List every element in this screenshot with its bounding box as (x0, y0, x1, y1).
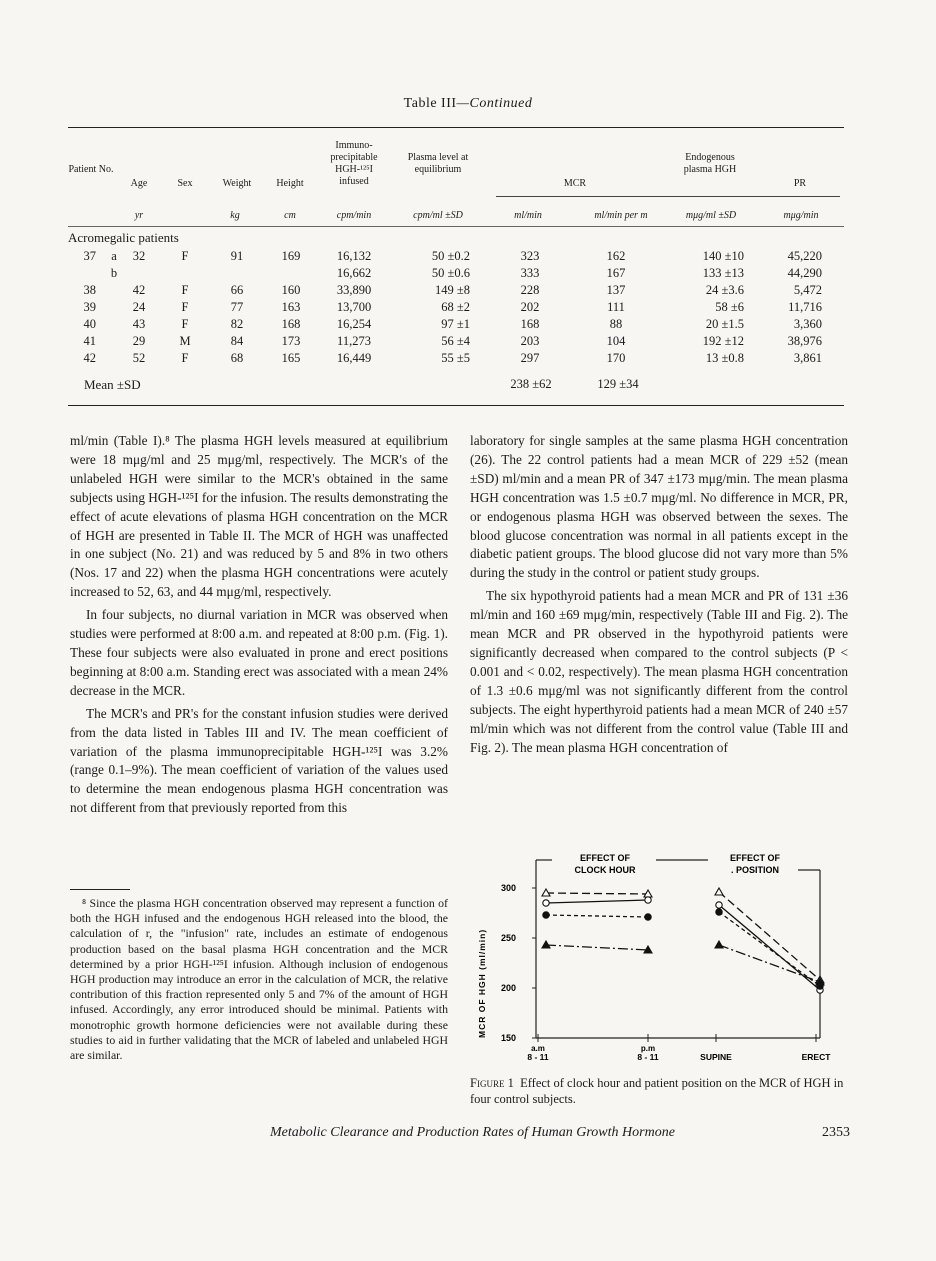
series-line (546, 945, 648, 950)
table-cell-pl: 56 ±4 (441, 334, 470, 348)
table-cell-imm: 11,273 (337, 334, 371, 348)
table-cell-mcr: 323 (520, 249, 540, 263)
data-point-open-circle (716, 902, 722, 908)
header-patient-no: Patient No. (68, 164, 114, 175)
unit-immuno: cpm/min (336, 210, 372, 221)
x-tick-label: 8 - 11 (637, 1052, 659, 1062)
figure-caption (470, 1075, 850, 1107)
table-cell-imm: 33,890 (336, 283, 372, 297)
data-point-filled-circle (645, 914, 651, 920)
data-point-filled-circle (716, 909, 722, 915)
table-cell-wt: 77 (230, 300, 244, 314)
header-plasma: Plasma level at equilibrium (407, 152, 469, 175)
table-cell-imm: 13,700 (336, 300, 372, 314)
table-cell-endo: 13 ±0.8 (705, 351, 744, 365)
y-tick-label: 200 (500, 983, 516, 993)
table-title-prefix: Table III (403, 96, 457, 111)
page-footer (270, 1125, 850, 1141)
table-cell-pl: 55 ±5 (441, 351, 470, 365)
table-cell-mcrm: 137 (606, 283, 626, 297)
table-cell-mcr: 333 (520, 266, 540, 280)
table-cell-wt: 66 (230, 283, 244, 297)
table-cell-no: 41 (83, 334, 96, 348)
header-mcr: MCR (563, 178, 587, 189)
table-cell-endo: 20 ±1.5 (705, 317, 744, 331)
table-cell-mcrm: 88 (609, 317, 623, 331)
right-panel-title-2: . POSITION (730, 865, 780, 875)
left-paragraph-1: ml/min (Table I).⁸ The plasma HGH levels measured at equilibrium were 18 mμg/ml and 25 mμg/ml, respectively. The MCR's of the unlabeled HGH were similar to the MCR's obtained in the same subjects using HGH-¹²⁵I for the infusion. The results demonstrating the effect of acute elevations of plasma HGH concentration on the MCR of HGH are presented in Table II. The MCR of HGH was unaffected in one subject (No. 21) and was reduced by 5 and 8% in two others (Nos. 17 and 22) when the plasma HGH concentrations were acutely increased to 52, 63, and 44 mμg/ml, respectively. (70, 433, 448, 600)
unit-mcr-per-m: ml/min per m (594, 210, 648, 221)
table-cell-mcrm: 170 (606, 351, 626, 365)
left-paragraph-3: The MCR's and PR's for the constant infusion studies were derived from the data listed in Tables III and IV. The mean coefficient of variation of the plasma immunoprecipitable HGH-¹²⁵I was 3.2% (range 0.1–9%). The mean coefficient of variation of the values used to determine the mean endogenous plasma HGH concentration was not different from that previously reported from this (70, 705, 448, 816)
table-cell-ht: 165 (281, 351, 301, 365)
table-cell-mcrm: 111 (607, 300, 625, 314)
mean-label: Mean ±SD (84, 377, 141, 392)
table-top-rule (68, 127, 844, 128)
data-point-open-triangle (715, 888, 723, 895)
table-cell-wt: 84 (230, 334, 244, 348)
table-cell-pl: 149 ±8 (435, 283, 470, 297)
left-panel-title-2: CLOCK HOUR (574, 865, 636, 875)
right-column (470, 432, 848, 757)
y-tick-label: 250 (500, 933, 516, 943)
table-cell-endo: 140 ±10 (702, 249, 744, 263)
table-cell-sub: b (110, 266, 118, 280)
table-cell-mcrm: 167 (606, 266, 626, 280)
series-line (719, 912, 820, 986)
header-pr: PR (793, 178, 807, 189)
x-tick-label-top: a.m (531, 1044, 545, 1053)
table-cell-pl: 50 ±0.6 (431, 266, 470, 280)
table-cell-imm: 16,662 (336, 266, 372, 280)
table-cell-pr: 11,716 (788, 300, 822, 314)
left-paragraph-2: In four subjects, no diurnal variation in MCR was observed when studies were performed at 8:00 a.m. and repeated at 8:00 p.m. (Fig. 1). These four subjects were also evaluated in prone and erect positions beginning at 8:00 a.m. Standing erect was associated with a mean 24% decrease in the MCR. (70, 607, 448, 698)
figure-1-chart (470, 848, 850, 1070)
table-cell-sex: F (181, 283, 189, 297)
left-column (70, 432, 448, 818)
y-ticks (501, 883, 536, 1043)
table-cell-no: 40 (83, 317, 96, 331)
table-cell-age: 52 (132, 351, 146, 365)
series-line (546, 900, 648, 903)
table-cell-endo: 192 ±12 (702, 334, 744, 348)
table-cell-mcrm: 162 (606, 249, 626, 263)
table-cell-mcr: 168 (520, 317, 540, 331)
table-header-rule (68, 226, 844, 227)
table-cell-ht: 173 (281, 334, 301, 348)
header-weight: Weight (222, 178, 252, 189)
right-paragraph-1: laboratory for single samples at the same plasma HGH concentration (26). The 22 control patients had a mean MCR of 229 ±52 (mean ±SD) ml/min and a mean PR of 347 ±173 mμg/min. The mean plasma HGH concentration was 1.5 ±0.7 mμg/ml. No difference in MCR, PR, or endogenous plasma HGH was observed between the sexes. The blood glucose concentration was normal in all patients except in the diabetic patient groups. The blood glucose did not vary more than 5% during the study in the control or patient study groups. (470, 433, 848, 581)
table-cell-imm: 16,449 (336, 351, 372, 365)
running-title: Metabolic Clearance and Production Rates of Human Growth Hormone (270, 1125, 675, 1140)
right-panel-title-1: EFFECT OF (730, 853, 780, 863)
unit-mcr: ml/min (514, 210, 542, 221)
unit-weight: kg (230, 210, 240, 221)
unit-plasma: cpm/ml ±SD (413, 210, 463, 221)
footnote-text: ⁸ Since the plasma HGH concentration observed may represent a function of both the HGH infused and the endogenous HGH released into the blood, the calculation of r, the "infusion" rate, includes an estimate of endogenous production based on the basal plasma HGH concentration and the MCR determined by a prior HGH-¹²⁵I infusion. Although inclusion of endogenous HGH production may introduce an error in the calculation of MCR, the relative contribution of this fraction represented only 5 and 7% of the amount of HGH infused. Accordingly, any error introduced should be minimal. Patients with monotrophic growth hormone deficiencies were not available during these studies to aid in further validating that the MCR of labeled and unlabeled HGH are similar. (70, 896, 448, 1063)
table-cell-imm: 16,254 (336, 317, 372, 331)
y-tick-label: 300 (500, 883, 516, 893)
left-panel-title-1: EFFECT OF (580, 853, 630, 863)
table-cell-wt: 82 (230, 317, 244, 331)
table-cell-ht: 160 (281, 283, 301, 297)
table-cell-pl: 97 ±1 (441, 317, 470, 331)
table-cell-ht: 163 (281, 300, 301, 314)
table-cell-endo: 24 ±3.6 (705, 283, 744, 297)
unit-age: yr (134, 210, 144, 221)
mean-mcr: 238 ±62 (510, 377, 552, 391)
table-cell-wt: 68 (230, 351, 244, 365)
table-cell-pr: 38,976 (787, 334, 822, 348)
series-line (546, 893, 648, 894)
table-cell-no: 42 (83, 351, 96, 365)
mcr-group-rule (496, 196, 840, 197)
table-cell-sex: M (179, 334, 191, 348)
footnote (70, 896, 448, 1063)
data-point-filled-triangle (715, 941, 723, 948)
table-cell-pr: 3,861 (793, 351, 822, 365)
x-tick-label: 8 - 11 (527, 1052, 549, 1062)
table-cell-sex: F (181, 351, 189, 365)
y-axis-label: MCR OF HGH (ml/min) (477, 928, 487, 1038)
footnote-rule (70, 889, 130, 890)
series-layer (542, 888, 824, 993)
table-cell-ht: 168 (281, 317, 301, 331)
table-cell-pr: 44,290 (787, 266, 822, 280)
caption-label: Figure 1 (470, 1076, 514, 1090)
x-tick-label: SUPINE (700, 1052, 732, 1062)
table-cell-pr: 5,472 (793, 283, 822, 297)
right-paragraph-2: The six hypothyroid patients had a mean MCR and PR of 131 ±36 ml/min and 160 ±69 mμg/min, respectively (Table III and Fig. 2). The mean MCR and PR observed in the hypothyroid patients were significantly decreased when compared to the control subjects (P < 0.001 and < 0.02, respectively). The mean plasma HGH concentration of 1.3 ±0.6 mμg/ml was not significantly different from the control subjects. The eight hyperthyroid patients had a mean MCR of 240 ±57 ml/min which was not different from the control value (Table III and Fig. 2). The mean plasma HGH concentration of (470, 588, 848, 755)
x-tick-label-top: p.m (640, 1044, 656, 1053)
table-cell-wt: 91 (230, 249, 244, 263)
table-cell-sex: F (181, 249, 189, 263)
series-line (719, 892, 820, 980)
table-cell-age: 24 (132, 300, 146, 314)
table-cell-endo: 58 ±6 (715, 300, 744, 314)
table-cell-imm: 16,132 (336, 249, 372, 263)
table-cell-mcrm: 104 (606, 334, 626, 348)
table-cell-sex: F (181, 317, 189, 331)
table-cell-ht: 169 (281, 249, 301, 263)
y-tick-label: 150 (500, 1033, 516, 1043)
table-cell-endo: 133 ±13 (702, 266, 744, 280)
table-cell-age: 32 (132, 249, 146, 263)
x-tick-label: ERECT (801, 1052, 831, 1062)
table-cell-pr: 3,360 (793, 317, 822, 331)
header-immuno: Immuno-precipitable HGH-¹²⁵I infused (330, 140, 378, 187)
table-cell-mcr: 202 (520, 300, 540, 314)
data-point-open-circle (543, 900, 549, 906)
table-cell-sub: a (111, 249, 117, 263)
table-bottom-rule (68, 405, 844, 406)
table-cell-age: 42 (132, 283, 146, 297)
header-age: Age (130, 178, 148, 189)
table-cell-no: 38 (83, 283, 96, 297)
unit-endo: mμg/ml ±SD (685, 210, 737, 221)
table-cell-no: 37 (83, 249, 96, 263)
header-height: Height (276, 178, 304, 189)
table-cell-mcr: 203 (520, 334, 540, 348)
unit-pr: mμg/min (783, 210, 819, 221)
table-cell-mcr: 297 (520, 351, 540, 365)
table-cell-pl: 50 ±0.2 (431, 249, 470, 263)
table-title (0, 96, 936, 112)
series-line (719, 905, 820, 990)
header-endo: Endogenous plasma HGH (683, 152, 737, 175)
table-cell-no: 39 (83, 300, 96, 314)
data-point-filled-circle (543, 912, 549, 918)
data-point-open-circle (645, 897, 651, 903)
table-title-suffix: —Continued (456, 96, 533, 111)
page-number: 2353 (822, 1125, 850, 1140)
table-cell-mcr: 228 (520, 283, 540, 297)
table-cell-age: 43 (132, 317, 146, 331)
unit-height: cm (284, 210, 296, 221)
table-cell-age: 29 (132, 334, 146, 348)
table-cell-pr: 45,220 (787, 249, 822, 263)
series-line (719, 945, 820, 982)
table-cell-pl: 68 ±2 (441, 300, 470, 314)
series-line (546, 915, 648, 917)
table-cell-sex: F (181, 300, 189, 314)
group-label: Acromegalic patients (68, 230, 179, 245)
header-sex: Sex (177, 178, 193, 189)
caption-text: Effect of clock hour and patient position on the MCR of HGH in four control subjects. (470, 1076, 844, 1106)
mean-mcr-per-m: 129 ±34 (597, 377, 639, 391)
